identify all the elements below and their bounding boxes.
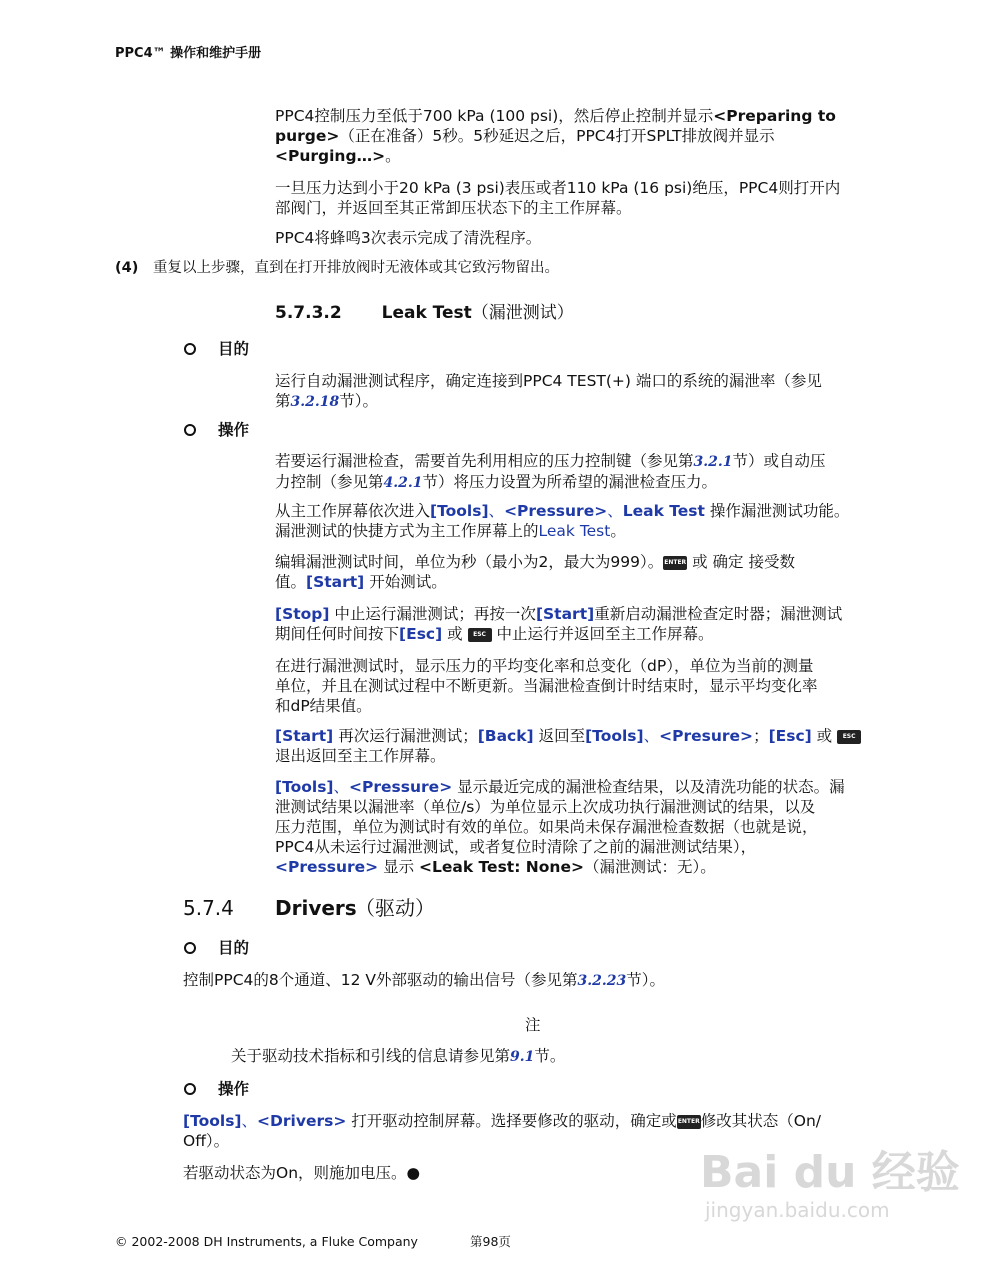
- operation-drivers: [Tools]、<Drivers> 打开驱动控制屏幕。选择要修改的驱动，确定或ENTER修改其状态（On/ Off）。: [183, 1112, 822, 1150]
- key-presure: <Presure>: [659, 727, 754, 745]
- operation-label: 操作: [218, 421, 250, 439]
- purpose-leak-test: 运行自动漏泄测试程序，确定连接到PPC4 TEST(+) 端口的系统的漏泄率（参见 第3.2.18节）。: [275, 372, 822, 410]
- key-pressure: <Pressure>: [275, 858, 379, 876]
- esc-key-icon: ESC: [837, 730, 861, 744]
- ref-link-9-1[interactable]: 9.1: [510, 1049, 535, 1065]
- shortcut-leak-test: Leak Test: [538, 522, 611, 540]
- bullet-circle-icon: [184, 1083, 196, 1095]
- operation-paragraph-3: 编辑漏泄测试时间，单位为秒（最小为2，最大为999）。ENTER 或 确定 接受数 值。[Start] 开始测试。: [275, 553, 795, 591]
- drivers-on-text: 若驱动状态为On，则施加电压。●: [183, 1164, 421, 1182]
- operation-paragraph-5: 在进行漏泄测试时，显示压力的平均变化率和总变化（dP），单位为当前的测量 单位，并且在测试过程中不断更新。当漏泄检查倒计时结束时，显示平均变化率 和dP结果值。: [275, 657, 818, 715]
- baidu-watermark-url: jingyan.baidu.com: [705, 1198, 890, 1222]
- ref-link-4-2-1[interactable]: 4.2.1: [383, 475, 423, 491]
- operation-paragraph-6: [Start] 再次运行漏泄测试；[Back] 返回至[Tools]、<Presure>；[Esc] 或 ESC 退出返回至主工作屏幕。: [275, 726, 875, 766]
- footer-copyright: © 2002-2008 DH Instruments, a Fluke Company: [115, 1234, 418, 1249]
- enter-key-icon: ENTER: [677, 1115, 701, 1129]
- key-start: [Start]: [275, 727, 334, 745]
- ref-link-3-2-18[interactable]: 3.2.18: [290, 394, 340, 410]
- step-4: (4) 重复以上步骤，直到在打开排放阀时无液体或其它致污物留出。: [115, 260, 559, 276]
- note-text: 关于驱动技术指标和引线的信息请参见第9.1节。: [231, 1047, 566, 1065]
- key-pressure: <Pressure>: [349, 778, 453, 796]
- key-tools: [Tools]: [585, 727, 644, 745]
- operation-paragraph-1: 若要运行漏泄检查，需要首先利用相应的压力控制键（参见第3.2.1节）或自动压 力控制（参见第4.2.1节）将压力设置为所希望的漏泄检查压力。: [275, 452, 826, 491]
- section-heading-5-7-4: 5.7.4 Drivers （驱动）: [183, 896, 435, 920]
- key-stop: [Stop]: [275, 605, 330, 623]
- page-header: PPC4™ 操作和维护手册: [115, 46, 262, 61]
- purpose-label: 目的: [218, 340, 250, 358]
- key-tools: [Tools]: [430, 502, 489, 520]
- paragraph-pressure-threshold: 一旦压力达到小于20 kPa (3 psi)表压或者110 kPa (16 psi)绝压，PPC4则打开内 部阀门，并返回至其正常卸压状态下的主工作屏幕。: [275, 179, 841, 217]
- bullet-circle-icon: [184, 942, 196, 954]
- key-back: [Back]: [477, 727, 534, 745]
- key-tools: [Tools]: [275, 778, 334, 796]
- ref-link-3-2-1[interactable]: 3.2.1: [693, 454, 733, 470]
- bullet-circle-icon: [184, 343, 196, 355]
- esc-key-icon: ESC: [468, 628, 492, 642]
- key-leak-test: Leak Test: [622, 502, 705, 520]
- key-tools: [Tools]: [183, 1112, 242, 1130]
- operation-paragraph-7: [Tools]、<Pressure> 显示最近完成的漏泄检查结果，以及清洗功能的状态。漏 泄测试结果以漏泄率（单位/s）为单位显示上次成功执行漏泄测试的结果，以及 压力范围，单位为测试时有效的单位。如果尚未保存漏泄检查数据（也就是说， PPC4从未运行过漏泄测试，或者复位时清除了之前的漏泄测试结果）， <Pressure> 显示 <Leak Test: None>（漏泄测试：无）。: [275, 778, 845, 876]
- key-start: [Start]: [535, 605, 595, 623]
- operation-paragraph-4: [Stop] 中止运行漏泄测试；再按一次[Start]重新启动漏泄检查定时器；漏泄测试 期间任何时间按下[Esc] 或 ESC 中止运行并返回至主工作屏幕。: [275, 605, 843, 643]
- baidu-watermark-logo: Bai du 经验: [700, 1147, 960, 1198]
- key-drivers: <Drivers>: [257, 1112, 347, 1130]
- bullet-circle-icon: [184, 424, 196, 436]
- key-pressure: <Pressure>: [504, 502, 608, 520]
- key-esc: [Esc]: [399, 625, 443, 643]
- key-esc: [Esc]: [768, 727, 812, 745]
- enter-key-icon: ENTER: [663, 556, 687, 570]
- note-label: 注: [525, 1016, 541, 1034]
- ref-link-3-2-23[interactable]: 3.2.23: [577, 973, 627, 989]
- operation-label: 操作: [218, 1080, 250, 1098]
- purpose-label: 目的: [218, 939, 250, 957]
- paragraph-preparing-purge: PPC4控制压力至低于700 kPa (100 psi)，然后停止控制并显示<Preparing to purge>（正在准备）5秒。5秒延迟之后，PPC4打开SPLT排放阀并显示 <Purging…>。: [275, 107, 836, 165]
- section-heading-5-7-3-2: 5.7.3.2 Leak Test（漏泄测试）: [275, 303, 574, 323]
- purpose-drivers: 控制PPC4的8个通道、12 V外部驱动的输出信号（参见第3.2.23节）。: [183, 971, 665, 989]
- paragraph-beep: PPC4将蜂鸣3次表示完成了清洗程序。: [275, 229, 542, 247]
- key-start: [Start]: [306, 573, 365, 591]
- operation-paragraph-2: 从主工作屏幕依次进入[Tools]、<Pressure>、Leak Test 操作漏泄测试功能。 漏泄测试的快捷方式为主工作屏幕上的Leak Test。: [275, 502, 850, 540]
- footer-page-number: 第98页: [470, 1234, 511, 1249]
